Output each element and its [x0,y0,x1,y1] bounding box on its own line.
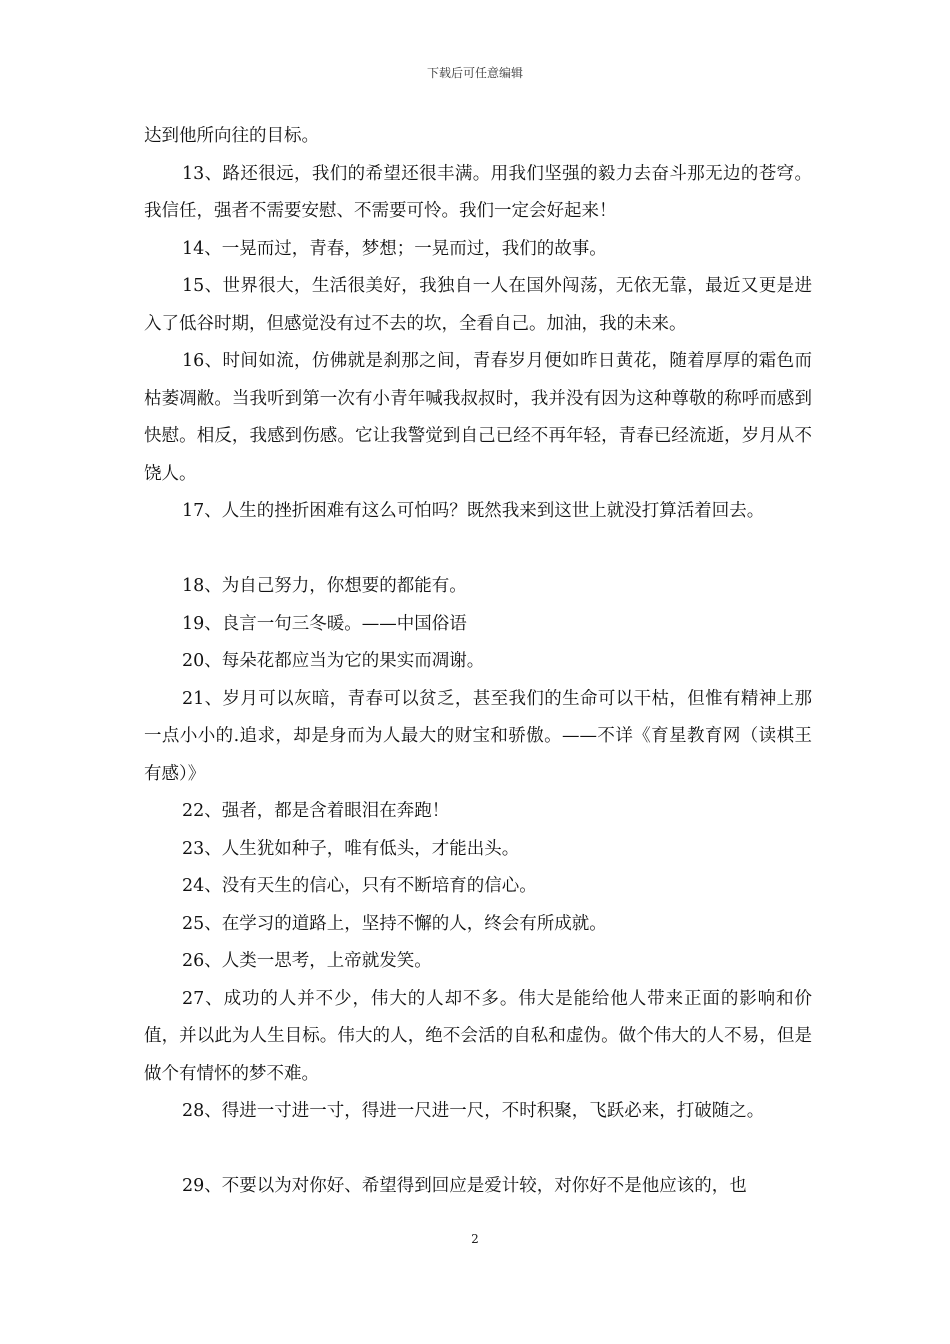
paragraph-13: 13、路还很远，我们的希望还很丰满。用我们坚强的毅力去奋斗那无边的苍穹。我信任，强者不需要安慰、不需要可怜。我们一定会好起来！ [144,163,812,221]
paragraph-16: 16、时间如流，仿佛就是刹那之间，青春岁月便如昨日黄花，随着厚厚的霜色而枯萎凋敝。当我听到第一次有小青年喊我叔叔时，我并没有因为这种尊敬的称呼而感到快慰。相反，我感到伤感。它让我警觉到自己已经不再年轻，青春已经流逝，岁月从不饶人。 [144,351,812,484]
paragraph-23: 23、人生犹如种子，唯有低头，才能出头。 [182,838,520,859]
page-header: 下载后可任意编辑 [426,66,523,80]
paragraph-24: 24、没有天生的信心，只有不断培育的信心。 [182,876,537,896]
paragraph-28: 28、得进一寸进一寸，得进一尺进一尺，不时积聚，飞跃必来，打破随之。 [182,1101,765,1121]
document-body [144,118,812,1206]
paragraph-continuation: 达到他所向往的目标。 [144,126,319,146]
paragraph-26: 26、人类一思考，上帝就发笑。 [182,951,432,971]
blank-line [144,1131,812,1169]
blank-line [144,531,812,569]
page-number: 2 [471,1232,479,1246]
paragraph-17: 17、人生的挫折困难有这么可怕吗？既然我来到这世上就没打算活着回去。 [182,501,765,521]
paragraph-18: 18、为自己努力，你想要的都能有。 [182,576,467,596]
paragraph-21: 21、岁月可以灰暗，青春可以贫乏，甚至我们的生命可以干枯，但惟有精神上那一点小小的.追求，却是身而为人最大的财宝和骄傲。——不详《育星教育网（读棋王有感）》 [144,688,812,784]
paragraph-20: 20、每朵花都应当为它的果实而凋谢。 [182,651,485,671]
paragraph-22: 22、强者，都是含着眼泪在奔跑！ [182,801,450,821]
paragraph-29: 29、不要以为对你好、希望得到回应是爱计较，对你好不是他应该的，也 [182,1176,747,1196]
paragraph-15: 15、世界很大，生活很美好，我独自一人在国外闯荡，无依无靠，最近又更是进入了低谷时期，但感觉没有过不去的坎，全看自己。加油，我的未来。 [144,276,812,334]
paragraph-14: 14、一晃而过，青春，梦想；一晃而过，我们的故事。 [182,238,607,259]
paragraph-19: 19、良言一句三冬暖。——中国俗语 [182,613,467,634]
paragraph-27: 27、成功的人并不少，伟大的人却不多。伟大是能给他人带来正面的影响和价值，并以此为人生目标。伟大的人，绝不会活的自私和虚伪。做个伟大的人不易，但是做个有情怀的梦不难。 [144,988,812,1084]
paragraph-25: 25、在学习的道路上，坚持不懈的人，终会有所成就。 [182,913,607,934]
